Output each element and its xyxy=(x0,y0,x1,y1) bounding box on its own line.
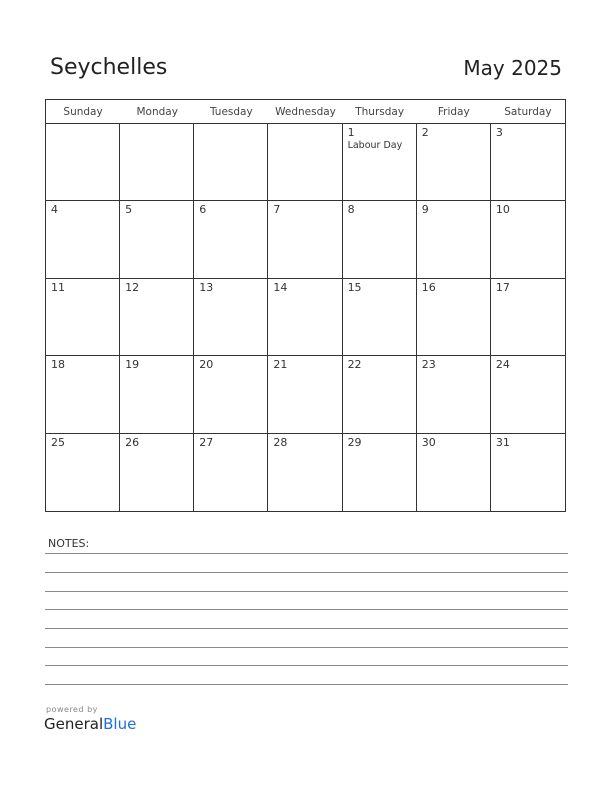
day-cell xyxy=(491,124,565,201)
day-number: 26 xyxy=(125,435,140,449)
weekday-thursday: Thursday xyxy=(355,106,405,118)
day-number: 7 xyxy=(273,203,281,217)
day-number: 5 xyxy=(125,203,133,217)
day-number: 17 xyxy=(495,280,510,294)
day-number: 3 xyxy=(495,126,503,139)
month-title: May 2025 xyxy=(463,56,562,80)
day-number: 12 xyxy=(125,280,140,294)
calendar-grid xyxy=(45,99,566,512)
brand-name-general: General xyxy=(44,715,104,733)
day-cell xyxy=(491,356,565,433)
day-cell xyxy=(343,356,417,433)
note-line xyxy=(45,591,568,592)
day-cell xyxy=(120,201,194,278)
brand-name xyxy=(44,715,136,733)
brand-logo xyxy=(44,705,136,733)
day-number: 2 xyxy=(421,126,429,139)
day-cell xyxy=(417,279,491,356)
day-cell xyxy=(194,124,268,201)
day-cell xyxy=(46,356,120,433)
day-number: 18 xyxy=(51,358,65,372)
day-number: 6 xyxy=(199,203,207,217)
day-number: 10 xyxy=(495,203,510,217)
day-number: 11 xyxy=(51,280,65,294)
notes-label: NOTES: xyxy=(48,537,90,550)
day-number: 14 xyxy=(273,280,288,294)
day-cell xyxy=(46,434,120,511)
day-cell xyxy=(417,124,491,201)
day-number: 25 xyxy=(51,435,65,449)
day-number: 8 xyxy=(347,203,355,217)
day-number: 23 xyxy=(421,358,436,372)
day-cell xyxy=(194,279,268,356)
day-cell xyxy=(268,279,342,356)
brand-name-blue: Blue xyxy=(103,715,137,733)
weekday-wednesday: Wednesday xyxy=(275,106,336,118)
day-number: 30 xyxy=(421,435,436,449)
note-line xyxy=(45,647,568,648)
day-cell xyxy=(194,356,268,433)
day-number: 4 xyxy=(51,203,58,217)
day-cell xyxy=(120,434,194,511)
day-cell xyxy=(268,434,342,511)
country-title: Seychelles xyxy=(50,55,168,80)
holiday-label: Labour Day xyxy=(347,140,403,151)
day-cell xyxy=(194,201,268,278)
day-cell xyxy=(343,434,417,511)
day-number: 21 xyxy=(273,358,288,372)
day-number: 15 xyxy=(347,280,362,294)
weekday-header xyxy=(46,100,565,124)
day-grid xyxy=(46,124,565,511)
day-number: 27 xyxy=(199,435,214,449)
note-line xyxy=(45,609,568,610)
day-cell xyxy=(417,201,491,278)
day-cell xyxy=(343,279,417,356)
note-line xyxy=(45,665,568,666)
day-cell xyxy=(343,124,417,201)
weekday-tuesday: Tuesday xyxy=(209,106,253,118)
weekday-friday: Friday xyxy=(437,106,470,118)
day-cell xyxy=(120,279,194,356)
day-cell xyxy=(491,279,565,356)
day-cell xyxy=(268,124,342,201)
day-number: 31 xyxy=(495,435,510,449)
day-number: 29 xyxy=(347,435,362,449)
day-cell xyxy=(268,201,342,278)
day-number: 28 xyxy=(273,435,288,449)
day-number: 9 xyxy=(421,203,429,217)
day-cell xyxy=(491,201,565,278)
note-line xyxy=(45,628,568,629)
weekday-sunday: Sunday xyxy=(63,106,103,118)
day-number: 1 xyxy=(347,126,355,139)
day-cell xyxy=(491,434,565,511)
day-cell xyxy=(268,356,342,433)
note-line xyxy=(45,684,568,685)
day-cell xyxy=(46,279,120,356)
day-number: 20 xyxy=(199,358,214,372)
day-number: 16 xyxy=(421,280,436,294)
weekday-saturday: Saturday xyxy=(504,106,552,118)
day-cell xyxy=(120,356,194,433)
day-number: 22 xyxy=(347,358,362,372)
day-cell xyxy=(343,201,417,278)
day-cell xyxy=(417,434,491,511)
day-cell xyxy=(46,201,120,278)
powered-by-text: powered by xyxy=(46,705,98,714)
day-number: 24 xyxy=(495,358,510,372)
weekday-monday: Monday xyxy=(136,106,178,118)
note-line xyxy=(45,553,568,554)
day-cell xyxy=(417,356,491,433)
day-cell xyxy=(46,124,120,201)
day-cell xyxy=(194,434,268,511)
day-number: 13 xyxy=(199,280,214,294)
day-cell xyxy=(120,124,194,201)
day-number: 19 xyxy=(125,358,140,372)
note-line xyxy=(45,572,568,573)
